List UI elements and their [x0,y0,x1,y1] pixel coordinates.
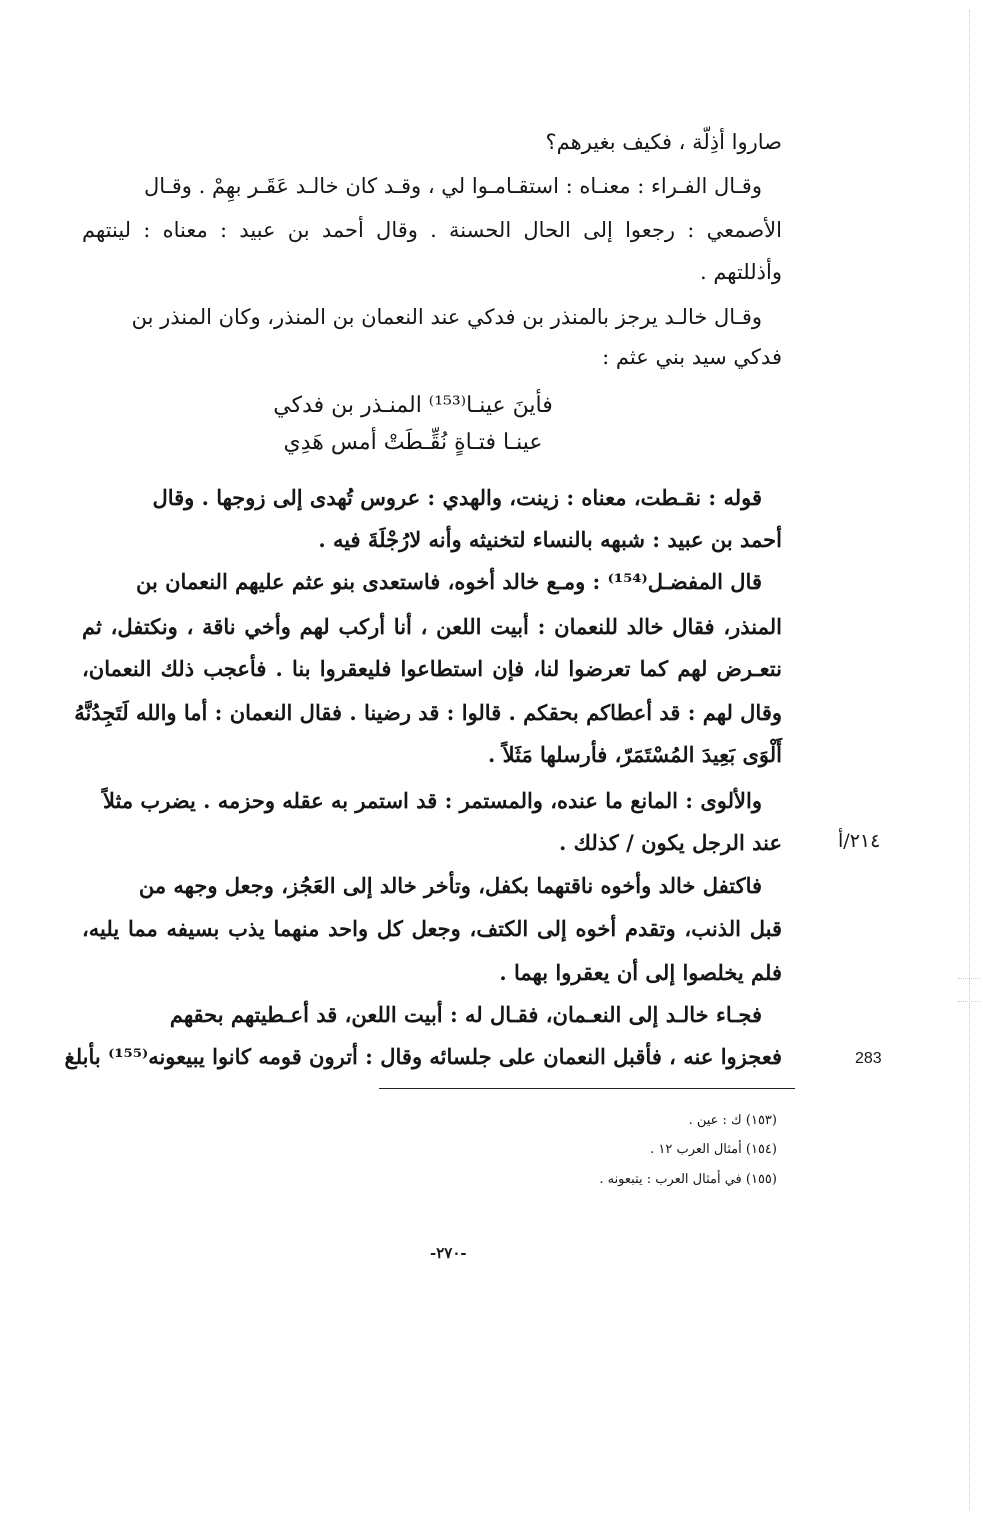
text-line: فاكتفل خالد وأخوه ناقتهما بكفل، وتأخر خالد إلى العَجُز، وجعل وجهه من [138,873,762,898]
text-line: فجـاء خالـد إلى النعـمان، فقـال له : أبيت اللعن، قد أعـطيتهم بحقهم [169,1002,762,1027]
folio-marker: ٢١٤/أ [838,830,881,852]
scan-edge-mark [958,978,980,979]
text-line: قال المفضـل⁽¹⁵⁴⁾ : ومـع خالد أخوه، فاستعدى بنو عثم عليهم النعمان بن [135,569,762,594]
text-line: أحمد بن عبيد : شبهه بالنساء لتخنيثه وأنه لارُجْلَةَ فيه . [318,527,782,552]
footnote: (١٥٤) أمثال العرب ١٢ . [650,1142,777,1157]
scan-edge-line [969,10,970,1510]
text-line: وقـال خالـد يرجز بالمنذر بن فدكي عند النعمان بن المنذر، وكان المنذر بن [131,305,762,329]
text-line: أَلْوَى بَعِيدَ المُسْتَمَرّ، فأرسلها مَثَلاً . [488,742,782,767]
page-reference: 283 [855,1050,882,1067]
text-line: فدكي سيد بني عثم : [602,345,782,369]
text-line: الأصمعي : رجعوا إلى الحال الحسنة . وقال أحمد بن عبيد : معناه : لينتهم [82,218,782,242]
text-line: قبل الذنب، وتقدم أخوه إلى الكتف، وجعل كل واحد منهما يذب بسيفه مما يليه، [82,916,782,941]
footnote-rule [379,1088,795,1089]
text-line: عند الرجل يكون / كذلك . [559,830,782,855]
text-line: قوله : نقـطت، معناه : زينت، والهدي : عروس تُهدى إلى زوجها . وقال [152,485,762,510]
footnote: (١٥٥) في أمثال العرب : يتبعونه . [599,1172,777,1187]
text-line: فلم يخلصوا إلى أن يعقروا بهما . [499,960,782,985]
text-line: فعجزوا عنه ، فأقبل النعمان على جلسائه وقال : أترون قومه كانوا يبيعونه⁽¹⁵⁵⁾ بأبلغ [64,1044,782,1069]
text-line: وقـال الفـراء : معنـاه : استقـامـوا لي ، وقـد كان خالـد عَقَـر بهِمْ . وقـال [143,174,762,198]
text-line: وقال لهم : قد أعطاكم بحقكم . قالوا : قد رضينا . فقال النعمان : أما والله لَتَجِدُنَّهُ [74,700,782,725]
text-line: نتعـرض لهم كما تعرضوا لنا، فإن استطاعوا فليعقروا بنا . فأعجب ذلك النعمان، [82,656,782,681]
text-line: المنذر، فقال خالد للنعمان : أبيت اللعن ، أنا أركب لهم وأخي ناقة ، ونكتفل، ثم [82,614,783,639]
scan-edge-mark [958,1001,980,1002]
page-number: -٢٧٠- [430,1244,467,1262]
text-line: وأذللتهم . [699,260,782,284]
footnote: (١٥٣) ك : عين . [688,1113,777,1128]
verse-line: فأينَ عينـا⁽¹⁵³⁾ المنـذر بن فدكي [273,393,553,418]
verse-line: عينـا فتـاةٍ نُقِّـطَتْ أمس هَدِي [283,430,543,455]
text-line: والألوى : المانع ما عنده، والمستمر : قد استمر به عقله وحزمه . يضرب مثلاً [103,788,762,813]
text-line: صاروا أذِلّة ، فكيف بغيرهم؟ [545,130,782,154]
